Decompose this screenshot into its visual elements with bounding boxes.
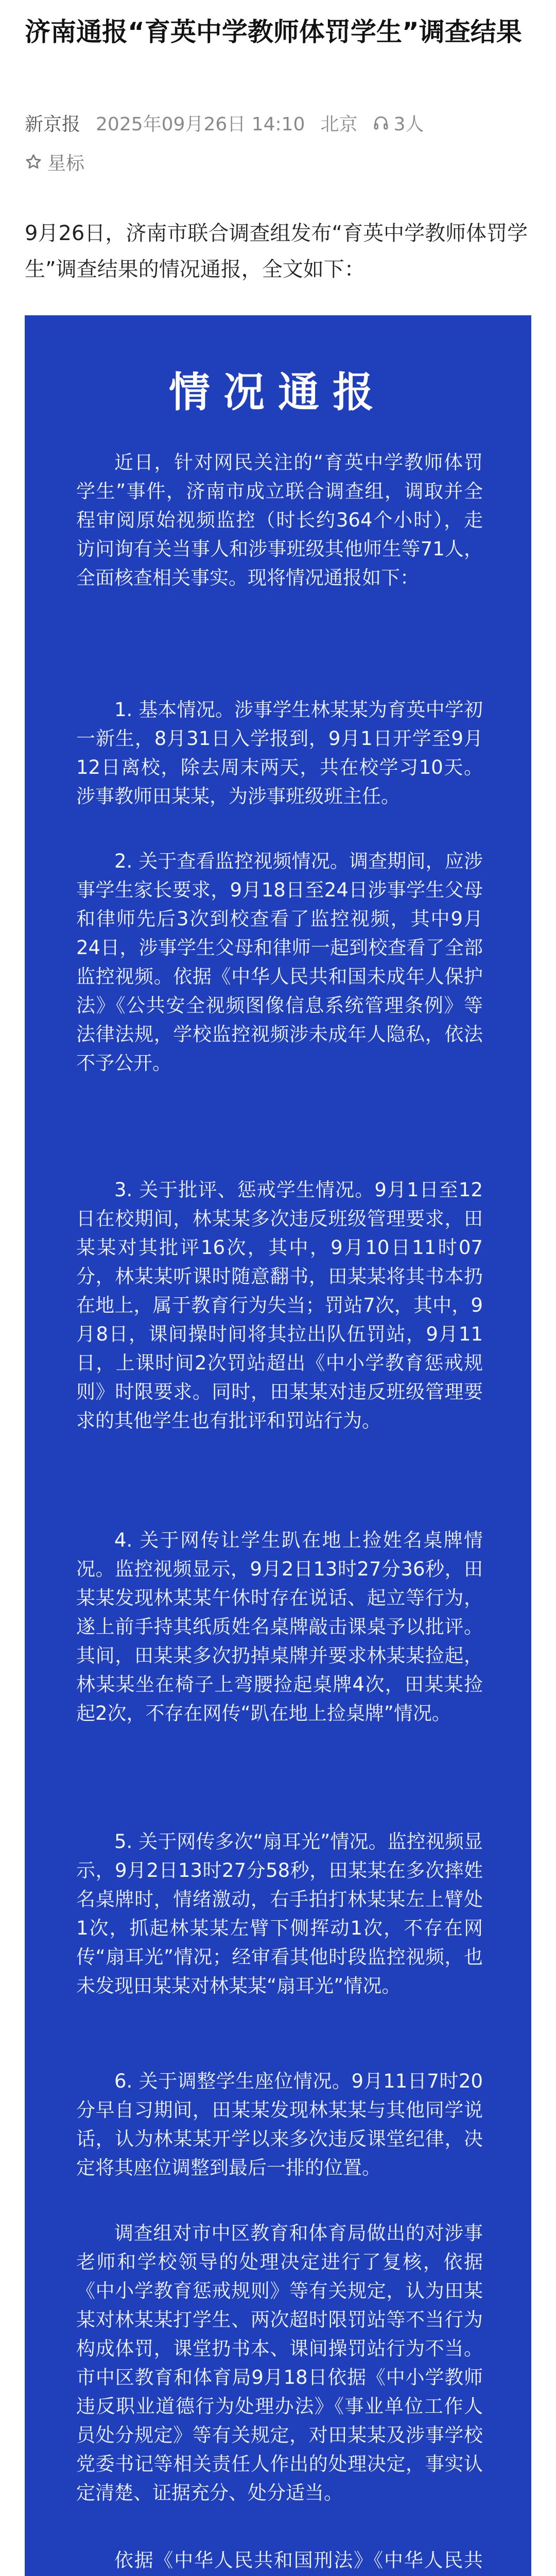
notice-paragraph-review: 调查组对市中区教育和体育局做出的对涉事老师和学校领导的处理决定进行了复核，依据《中小学教育惩戒规则》等有关规定，认为田某某对林某某打学生、两次超时限罚站等不当行为构成体罚，课堂扔书本、课间操罚站行为不当。市中区教育和体育局9月18日依据《中小学教师违反职业道德行为处理办法》《事业单位工作人员处分规定》等有关规定，对田某某及涉事学校党委书记等相关责任人作出的处理决定，事实认定清楚、证据充分、处分适当。 [76,2222,483,2504]
star-button[interactable] [25,150,84,173]
notice-paragraph-6: 6. 关于调整学生座位情况。9月11日7时20分早自习期间，田某某发现林某某与其他同学说话，认为林某某开学以来多次违反课堂纪律，决定将其座位调整到最后一排的位置。 [76,2070,483,2179]
notice-paragraph-intro: 近日，针对网民关注的“育英中学教师体罚学生”事件，济南市成立联合调查组，调取并全程审阅原始视频监控（时长约364个小时），走访问询有关当事人和涉事班级其他师生等71人，全面核查相关事实。现将情况通报如下： [76,451,483,589]
source-name[interactable]: 新京报 [25,113,81,135]
article-meta [25,111,424,134]
notice-image [25,315,531,2576]
notice-paragraph-1: 1. 基本情况。涉事学生林某某为育英中学初一新生，8月31日入学报到，9月1日开学至9月12日离校，除去周末两天，共在校学习10天。涉事教师田某某，为涉事班级班主任。 [76,699,483,807]
publish-datetime: 2025年09月26日 14:10 [96,113,305,135]
headphones-icon [373,114,389,131]
notice-paragraph-3: 3. 关于批评、惩戒学生情况。9月1日至12日在校期间，林某某多次违反班级管理要求，田某某对其批评16次，其中，9月10日11时07分，林某某听课时随意翻书，田某某将其书本扔在地上，属于教育行为失当；罚站7次，其中，9月8日，课间操时间将其拉出队伍罚站，9月11日，上课时间2次罚站超出《中小学教育惩戒规则》时限要求。同时，田某某对违反班级管理要求的其他学生也有批评和罚站行为。 [76,1179,483,1432]
listen-count-label: 3人 [393,113,424,135]
notice-paragraph-4: 4. 关于网传让学生趴在地上捡姓名桌牌情况。监控视频显示，9月2日13时27分36秒，田某某发现林某某午休时存在说话、起立等行为，遂上前手持其纸质姓名桌牌敲击课桌予以批评。其间，田某某多次扔掉桌牌并要求林某某捡起，林某某坐在椅子上弯腰捡起桌牌4次，田某某捡起2次，不存在网传“趴在地上捡桌牌”情况。 [76,1529,483,1724]
star-label: 星标 [47,152,85,174]
notice-paragraph-law: 依据《中华人民共和国刑法》《中华人民共 [114,2549,483,2571]
article-title: 济南通报“育英中学教师体罚学生”调查结果 [25,17,522,47]
star-icon [25,153,42,171]
notice-paragraph-2: 2. 关于查看监控视频情况。调查期间，应涉事学生家长要求，9月18日至24日涉事学生父母和律师先后3次到校查看了监控视频，其中9月24日，涉事学生父母和律师一起到校查看了全部监控视频。依据《中华人民共和国未成年人保护法》《公共安全视频图像信息系统管理条例》等法律法规，学校监控视频涉未成年人隐私，依法不予公开。 [76,850,483,1074]
publish-location: 北京 [320,113,358,135]
notice-paragraph-5: 5. 关于网传多次“扇耳光”情况。监控视频显示，9月2日13时27分58秒，田某某在多次摔姓名桌牌时，情绪激动，右手拍打林某某左上臂处1次，抓起林某某左臂下侧挥动1次，不存在网传“扇耳光”情况；经审看其他时段监控视频，也未发现田某某对林某某“扇耳光”情况。 [76,1831,483,1997]
listen-count[interactable] [373,110,424,136]
lead-paragraph: 9月26日，济南市联合调查组发布“育英中学教师体罚学生”调查结果的情况通报，全文如下： [25,222,528,281]
notice-heading: 情况通报 [169,368,387,416]
